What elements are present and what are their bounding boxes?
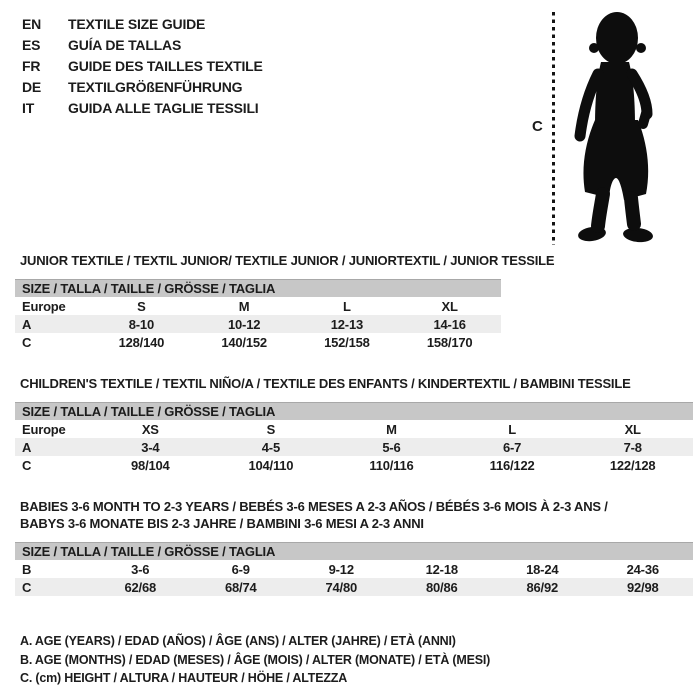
table-cell: 98/104 <box>131 457 170 473</box>
table-cell: 18-24 <box>526 561 559 577</box>
size-guide-section <box>15 375 693 474</box>
section-title-line: BABIES 3-6 MONTH TO 2-3 YEARS / BEBÉS 3-6 MESES A 2-3 AÑOS / BÉBÉS 3-6 MOIS À 2-3 ANS / <box>20 499 608 514</box>
table-cell: 12-13 <box>330 316 363 332</box>
row-label: C <box>22 334 32 350</box>
table-cell: 5-6 <box>382 439 401 455</box>
table-row <box>15 333 501 351</box>
table-cell: S <box>266 421 276 437</box>
table-cell: 104/110 <box>248 457 294 473</box>
language-row <box>22 35 263 56</box>
table-row <box>15 297 501 315</box>
language-row <box>22 56 263 77</box>
size-table <box>15 542 693 596</box>
table-row <box>15 438 693 456</box>
table-cell: 140/152 <box>221 334 267 350</box>
table-row <box>15 315 501 333</box>
table-cell: 80/86 <box>425 579 458 595</box>
table-cell: 10-12 <box>228 316 261 332</box>
tables-area <box>15 252 693 688</box>
table-cell: 12-18 <box>425 561 458 577</box>
table-cell: 92/98 <box>626 579 659 595</box>
table-cell: 110/116 <box>369 457 414 473</box>
legend <box>20 632 693 688</box>
size-table <box>15 402 693 474</box>
table-cell: XL <box>624 421 641 437</box>
language-row <box>22 14 263 35</box>
size-header-bar: SIZE / TALLA / TAILLE / GRÖSSE / TAGLIA <box>15 402 693 420</box>
language-code: DE <box>22 79 42 95</box>
table-cell: 4-5 <box>261 439 280 455</box>
language-text: GUIDA ALLE TAGLIE TESSILI <box>68 100 259 116</box>
table-row <box>15 578 693 596</box>
language-text: TEXTILE SIZE GUIDE <box>68 16 206 32</box>
language-list <box>22 14 263 119</box>
row-label: Europe <box>22 298 66 314</box>
section-title <box>20 375 693 392</box>
section-title <box>20 252 693 269</box>
table-cell: 14-16 <box>433 316 466 332</box>
height-dotted-line <box>552 12 555 245</box>
table-cell: 6-7 <box>502 439 522 455</box>
table-cell: 3-4 <box>141 439 160 455</box>
section-title-line: CHILDREN'S TEXTILE / TEXTIL NIÑO/A / TEXTILE DES ENFANTS / KINDERTEXTIL / BAMBINI TESSILE <box>20 376 631 391</box>
language-code: EN <box>22 16 42 32</box>
table-cell: 74/80 <box>325 579 358 595</box>
table-cell: 3-6 <box>131 561 150 577</box>
size-guide-section <box>15 498 693 596</box>
legend-line: C. (cm) HEIGHT / ALTURA / HAUTEUR / HÖHE / ALTEZZA <box>20 671 348 685</box>
row-label: A <box>22 439 32 455</box>
table-cell: M <box>238 298 250 314</box>
language-code: IT <box>22 100 35 116</box>
language-text: GUIDE DES TAILLES TEXTILE <box>68 58 263 74</box>
figure-height-label: C <box>532 118 543 135</box>
language-text: GUÍA DE TALLAS <box>68 37 182 53</box>
table-cell: 8-10 <box>128 316 154 332</box>
table-cell: 9-12 <box>328 561 354 577</box>
row-label: C <box>22 457 32 473</box>
language-row <box>22 77 263 98</box>
language-code: FR <box>22 58 41 74</box>
language-row <box>22 98 263 119</box>
size-header-bar: SIZE / TALLA / TAILLE / GRÖSSE / TAGLIA <box>15 542 693 560</box>
toddler-silhouette-icon <box>565 8 665 244</box>
table-cell: 116/122 <box>489 457 535 473</box>
table-cell: 7-8 <box>623 439 642 455</box>
size-header-bar: SIZE / TALLA / TAILLE / GRÖSSE / TAGLIA <box>15 279 501 297</box>
section-title <box>20 498 693 532</box>
table-cell: 62/68 <box>124 579 157 595</box>
row-label: B <box>22 561 32 577</box>
row-label: Europe <box>22 421 66 437</box>
table-cell: S <box>137 298 146 314</box>
size-guide-sections <box>15 252 693 596</box>
legend-line: B. AGE (MONTHS) / EDAD (MESES) / ÂGE (MOIS) / ALTER (MONATE) / ETÀ (MESI) <box>20 652 491 667</box>
table-cell: L <box>343 298 351 314</box>
table-cell: 122/128 <box>609 457 656 473</box>
table-cell: M <box>386 421 397 437</box>
table-cell: XL <box>441 298 458 314</box>
size-table <box>15 279 501 351</box>
size-figure <box>520 0 700 260</box>
table-cell: 86/92 <box>526 579 559 595</box>
table-row <box>15 560 693 578</box>
table-cell: 128/140 <box>118 334 165 350</box>
size-guide-section <box>15 252 693 351</box>
language-text: TEXTILGRÖßENFÜHRUNG <box>68 79 243 95</box>
row-label: A <box>22 316 32 332</box>
table-row <box>15 456 693 474</box>
table-cell: L <box>508 421 516 437</box>
section-title-line: BABYS 3-6 MONATE BIS 2-3 JAHRE / BAMBINI 3-6 MESI A 2-3 ANNI <box>20 516 424 531</box>
table-cell: 152/158 <box>324 334 370 350</box>
table-cell: 6-9 <box>231 561 250 577</box>
table-cell: 158/170 <box>426 334 473 350</box>
table-row <box>15 420 693 438</box>
legend-line: A. AGE (YEARS) / EDAD (AÑOS) / ÂGE (ANS) / ALTER (JAHRE) / ETÀ (ANNI) <box>20 634 456 648</box>
table-cell: 68/74 <box>224 579 257 595</box>
language-code: ES <box>22 37 41 53</box>
table-cell: 24-36 <box>626 561 659 577</box>
table-cell: XS <box>141 421 159 437</box>
row-label: C <box>22 579 32 595</box>
section-title-line: JUNIOR TEXTILE / TEXTIL JUNIOR/ TEXTILE JUNIOR / JUNIORTEXTIL / JUNIOR TESSILE <box>20 253 555 268</box>
